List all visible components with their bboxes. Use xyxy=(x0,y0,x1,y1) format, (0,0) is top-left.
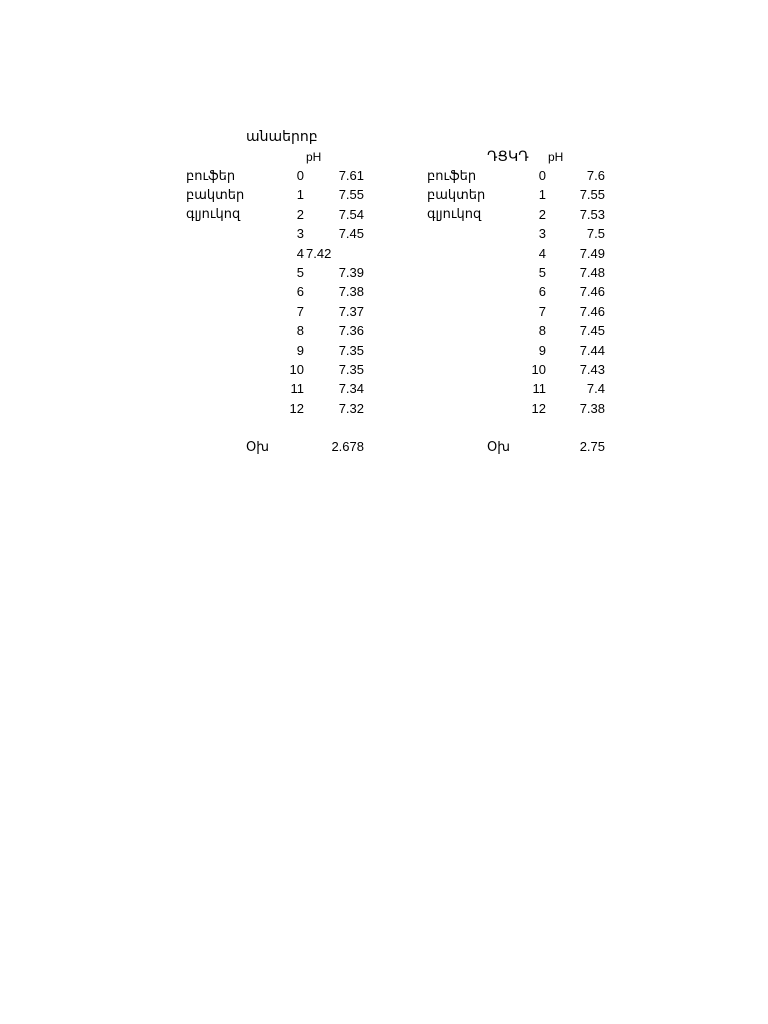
row-ph-value: 7.38 xyxy=(579,401,605,416)
row-time: 11 xyxy=(290,381,304,396)
left-summary-value: 2.678 xyxy=(331,439,364,454)
row-ph-value: 7.39 xyxy=(338,265,364,280)
row-time: 10 xyxy=(289,362,304,377)
row-ph-value: 7.34 xyxy=(338,381,364,396)
row-ph-value: 7.35 xyxy=(338,343,364,358)
right-label-bacteria: բակտեր xyxy=(427,187,486,202)
row-time: 4 xyxy=(538,246,546,261)
right-table-title: ԴՑԿԴ xyxy=(487,148,529,164)
row-time: 7 xyxy=(538,304,546,319)
row-time: 0 xyxy=(296,168,304,183)
row-ph-value: 7.42 xyxy=(306,246,332,261)
row-ph-value: 7.55 xyxy=(338,187,364,202)
row-time: 0 xyxy=(538,168,546,183)
row-time: 3 xyxy=(538,226,546,241)
row-time: 12 xyxy=(289,401,304,416)
row-time: 12 xyxy=(531,401,546,416)
right-ph-header: pH xyxy=(548,150,564,164)
row-ph-value: 7.37 xyxy=(338,304,364,319)
row-time: 2 xyxy=(296,207,304,222)
row-time: 6 xyxy=(538,284,546,299)
right-label-glucose: գլյուկոզ xyxy=(427,206,482,221)
left-label-glucose: գլյուկոզ xyxy=(186,206,241,221)
row-ph-value: 7.46 xyxy=(579,304,605,319)
row-ph-value: 7.4 xyxy=(586,381,605,396)
row-time: 1 xyxy=(296,187,304,202)
row-ph-value: 7.43 xyxy=(579,362,605,377)
left-label-buffer: բուֆեր xyxy=(186,168,236,183)
row-ph-value: 7.36 xyxy=(338,323,364,338)
row-ph-value: 7.46 xyxy=(579,284,605,299)
right-label-buffer: բուֆեր xyxy=(427,168,477,183)
row-time: 5 xyxy=(296,265,304,280)
left-table-title: անաերոբ xyxy=(246,128,318,144)
row-time: 9 xyxy=(296,343,304,358)
row-time: 10 xyxy=(531,362,546,377)
row-ph-value: 7.44 xyxy=(579,343,605,358)
row-time: 8 xyxy=(538,323,546,338)
row-time: 7 xyxy=(296,304,304,319)
row-ph-value: 7.38 xyxy=(338,284,364,299)
right-summary-label: Օխ xyxy=(487,439,510,454)
row-time: 9 xyxy=(538,343,546,358)
row-ph-value: 7.45 xyxy=(338,226,364,241)
row-ph-value: 7.32 xyxy=(338,401,364,416)
right-summary-value: 2.75 xyxy=(579,439,605,454)
row-ph-value: 7.5 xyxy=(586,226,605,241)
row-ph-value: 7.45 xyxy=(579,323,605,338)
row-ph-value: 7.53 xyxy=(579,207,605,222)
left-ph-header: pH xyxy=(306,150,322,164)
row-ph-value: 7.61 xyxy=(338,168,364,183)
row-time: 8 xyxy=(296,323,304,338)
row-ph-value: 7.54 xyxy=(338,207,364,222)
row-time: 6 xyxy=(296,284,304,299)
row-ph-value: 7.48 xyxy=(579,265,605,280)
row-ph-value: 7.55 xyxy=(579,187,605,202)
row-ph-value: 7.35 xyxy=(338,362,364,377)
row-time: 5 xyxy=(538,265,546,280)
row-time: 1 xyxy=(538,187,546,202)
row-time: 2 xyxy=(538,207,546,222)
left-summary-label: Օխ xyxy=(246,439,269,454)
row-ph-value: 7.49 xyxy=(579,246,605,261)
row-ph-value: 7.6 xyxy=(586,168,605,183)
left-label-bacteria: բակտեր xyxy=(186,187,245,202)
row-time: 3 xyxy=(296,226,304,241)
row-time: 4 xyxy=(296,246,304,261)
row-time: 11 xyxy=(532,381,546,396)
